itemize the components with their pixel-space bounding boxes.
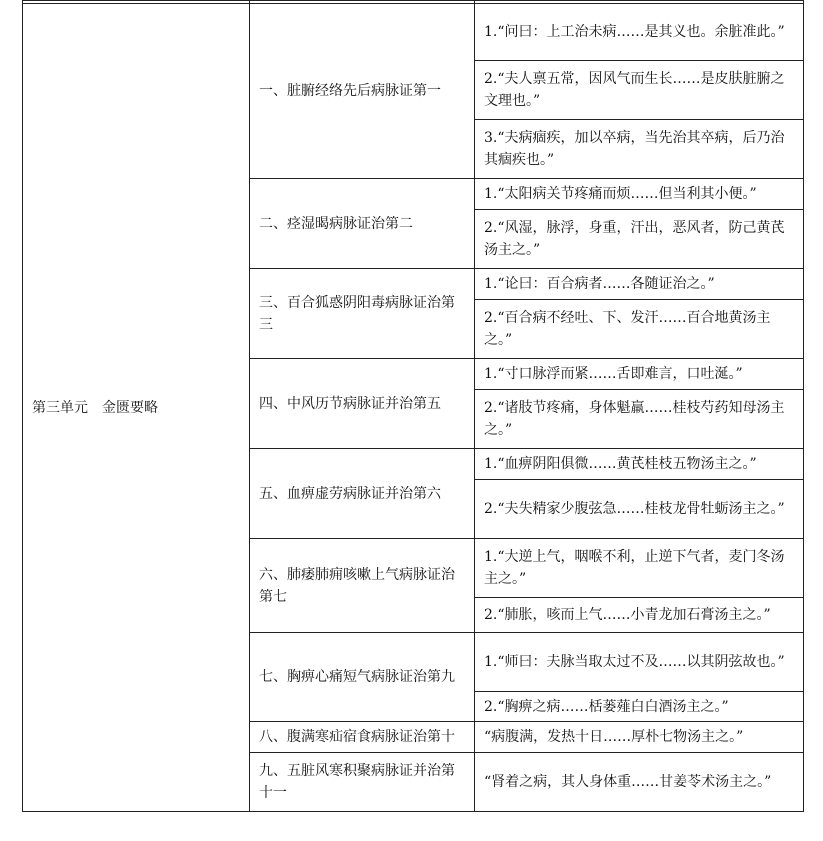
chapter-title: 一、脏腑经络先后病脉证第一 bbox=[250, 4, 475, 179]
chapter-title: 八、腹满寒疝宿食病脉证治第十 bbox=[250, 722, 475, 753]
chapter-title: 五、血痹虚劳病脉证并治第六 bbox=[250, 449, 475, 539]
quote-item: 1.“太阳病关节疼痛而烦……但当利其小便。” bbox=[475, 179, 804, 210]
quote-item: “肾着之病，其人身体重……甘姜苓术汤主之。” bbox=[475, 753, 804, 812]
chapter-title: 七、胸痹心痛短气病脉证治第九 bbox=[250, 633, 475, 722]
quote-item: 1.“问曰：上工治未病……是其义也。余脏准此。” bbox=[475, 4, 804, 61]
quote-item: 2.“胸痹之病……栝蒌薤白白酒汤主之。” bbox=[475, 692, 804, 722]
quote-item: 2.“夫人禀五常，因风气而生长……是皮肤脏腑之文理也。” bbox=[475, 61, 804, 120]
quote-item: 1.“师曰：夫脉当取太过不及……以其阴弦故也。” bbox=[475, 633, 804, 692]
chapter-title: 三、百合狐惑阴阳毒病脉证治第三 bbox=[250, 269, 475, 359]
syllabus-body bbox=[23, 1, 804, 812]
quote-item: 1.“血痹阴阳俱微……黄芪桂枝五物汤主之。” bbox=[475, 449, 804, 480]
quote-item: “病腹满，发热十日……厚朴七物汤主之。” bbox=[475, 722, 804, 753]
quote-item: 2.“夫失精家少腹弦急……桂枝龙骨牡蛎汤主之。” bbox=[475, 480, 804, 539]
quote-item: 1.“论曰：百合病者……各随证治之。” bbox=[475, 269, 804, 300]
quote-item: 2.“诸肢节疼痛，身体魁羸……桂枝芍药知母汤主之。” bbox=[475, 390, 804, 449]
chapter-title: 四、中风历节病脉证并治第五 bbox=[250, 359, 475, 449]
quote-item: 2.“百合病不经吐、下、发汗……百合地黄汤主之。” bbox=[475, 300, 804, 359]
quote-item: 3.“夫病痼疾，加以卒病，当先治其卒病，后乃治其痼疾也。” bbox=[475, 120, 804, 179]
unit-title: 第三单元 金匮要略 bbox=[23, 4, 250, 812]
quote-item: 1.“寸口脉浮而紧……舌即难言，口吐涎。” bbox=[475, 359, 804, 390]
chapter-title: 二、痉湿暍病脉证治第二 bbox=[250, 179, 475, 269]
syllabus-table bbox=[22, 0, 804, 812]
chapter-title: 九、五脏风寒积聚病脉证并治第十一 bbox=[250, 753, 475, 812]
chapter-title: 六、肺痿肺痈咳嗽上气病脉证治第七 bbox=[250, 539, 475, 633]
quote-item: 2.“肺胀，咳而上气……小青龙加石膏汤主之。” bbox=[475, 598, 804, 633]
quote-item: 2.“风湿，脉浮，身重，汗出，恶风者，防己黄芪汤主之。” bbox=[475, 210, 804, 269]
quote-item: 1.“大逆上气，咽喉不利，止逆下气者，麦门冬汤主之。” bbox=[475, 539, 804, 598]
table-row bbox=[23, 4, 804, 61]
